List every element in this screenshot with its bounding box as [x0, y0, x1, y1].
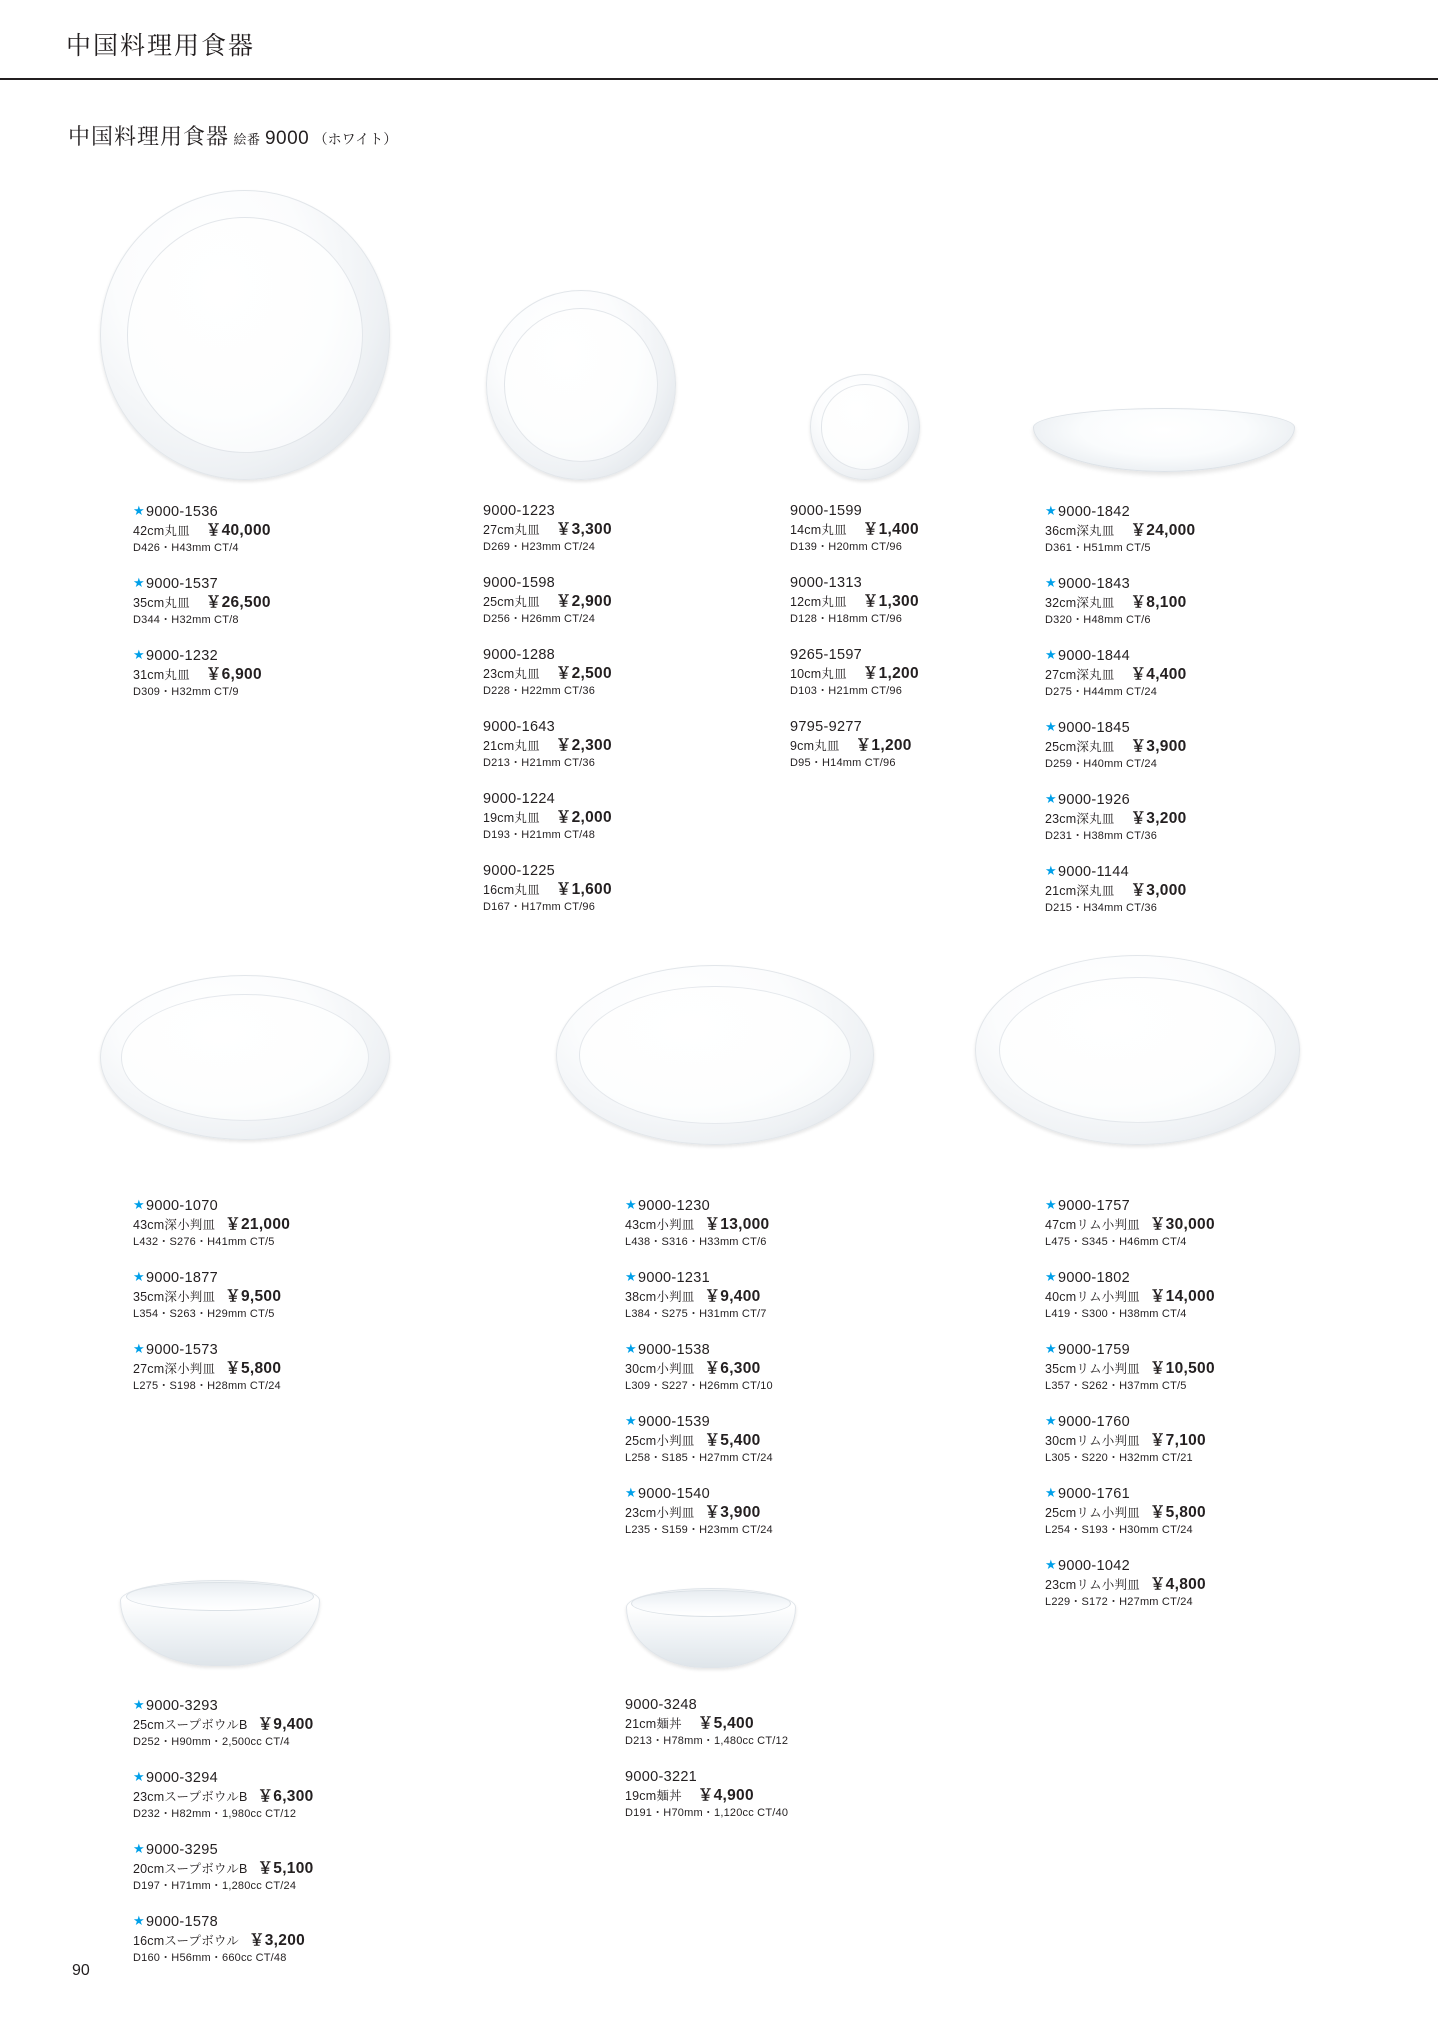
dish-image-round-small — [810, 374, 920, 480]
product-price: ￥2,300 — [555, 737, 612, 754]
product-entry[interactable] — [133, 1269, 281, 1322]
product-dimensions: L254・S193・H30mm CT/24 — [1045, 1524, 1193, 1536]
star-icon: ★ — [625, 1269, 637, 1284]
product-dimensions: L305・S220・H32mm CT/21 — [1045, 1452, 1193, 1464]
product-dimensions: L229・S172・H27mm CT/24 — [1045, 1596, 1193, 1608]
product-code: 9000-1598 — [483, 575, 556, 591]
product-price: ￥14,000 — [1149, 1288, 1215, 1305]
dish-image-soup-bowl — [120, 1580, 320, 1666]
product-code: 9000-1761 — [1057, 1486, 1131, 1502]
product-dimensions: L357・S262・H37mm CT/5 — [1045, 1380, 1187, 1392]
product-price: ￥5,400 — [697, 1715, 754, 1732]
product-dimensions: L235・S159・H23mm CT/24 — [625, 1524, 773, 1536]
product-name: 40cmリム小判皿 — [1045, 1290, 1140, 1304]
page-title: 中国料理用食器 — [66, 32, 256, 60]
product-name: 30cm小判皿 — [625, 1362, 695, 1376]
product-price: ￥5,100 — [257, 1860, 314, 1877]
product-code: 9000-1538 — [637, 1342, 711, 1358]
product-name: 21cm丸皿 — [483, 739, 540, 753]
product-entry[interactable] — [133, 1697, 314, 1750]
product-dimensions: D275・H44mm CT/24 — [1045, 686, 1158, 698]
product-dimensions: D160・H56mm・660cc CT/48 — [133, 1952, 287, 1964]
product-price: ￥2,500 — [555, 665, 612, 682]
product-entry[interactable] — [790, 575, 919, 627]
star-icon: ★ — [1045, 503, 1057, 518]
product-code: 9000-1599 — [790, 503, 863, 519]
product-price: ￥2,000 — [555, 809, 612, 826]
dish-image-round-large — [100, 190, 390, 480]
product-code: 9000-1232 — [145, 648, 219, 664]
product-dimensions: D197・H71mm・1,280cc CT/24 — [133, 1880, 297, 1892]
product-dimensions: L419・S300・H38mm CT/4 — [1045, 1308, 1187, 1320]
product-name: 35cm丸皿 — [133, 596, 190, 610]
product-name: 23cmスープボウルB — [133, 1790, 248, 1804]
product-entry[interactable] — [133, 1841, 314, 1894]
star-icon: ★ — [133, 1769, 145, 1784]
product-price: ￥8,100 — [1130, 594, 1187, 611]
product-entry[interactable] — [133, 1341, 281, 1394]
product-dimensions: D128・H18mm CT/96 — [790, 613, 903, 625]
product-name: 27cm深丸皿 — [1045, 668, 1115, 682]
product-name: 25cmスープボウルB — [133, 1718, 248, 1732]
product-code: 9000-1231 — [637, 1270, 711, 1286]
product-dimensions: D252・H90mm・2,500cc CT/4 — [133, 1736, 290, 1748]
product-dimensions: D139・H20mm CT/96 — [790, 541, 903, 553]
product-code: 9000-1223 — [483, 503, 556, 519]
product-price: ￥6,900 — [205, 666, 262, 683]
product-dimensions: D344・H32mm CT/8 — [133, 614, 239, 626]
product-price: ￥9,400 — [704, 1288, 761, 1305]
product-entry[interactable] — [1045, 1269, 1215, 1322]
product-price: ￥9,400 — [257, 1716, 314, 1733]
star-icon: ★ — [625, 1197, 637, 1212]
product-name: 9cm丸皿 — [790, 739, 840, 753]
product-code: 9000-3293 — [145, 1698, 219, 1714]
page-header — [0, 0, 1438, 78]
product-price: ￥13,000 — [704, 1216, 770, 1233]
product-dimensions: D426・H43mm CT/4 — [133, 542, 239, 554]
star-icon: ★ — [133, 1841, 145, 1856]
product-name: 43cm小判皿 — [625, 1218, 695, 1232]
product-entry[interactable] — [1045, 575, 1187, 628]
product-code: 9000-3248 — [625, 1697, 698, 1713]
product-price: ￥4,900 — [697, 1787, 754, 1804]
product-name: 23cm丸皿 — [483, 667, 540, 681]
product-name: 43cm深小判皿 — [133, 1218, 216, 1232]
product-entry[interactable] — [133, 575, 271, 628]
product-price: ￥3,200 — [1130, 810, 1187, 827]
product-price: ￥1,600 — [555, 881, 612, 898]
star-icon: ★ — [1045, 647, 1057, 662]
product-name: 32cm深丸皿 — [1045, 596, 1115, 610]
section-title-sub: 絵番 — [233, 132, 261, 147]
product-dimensions: D103・H21mm CT/96 — [790, 685, 903, 697]
product-price: ￥1,300 — [862, 593, 919, 610]
product-entry[interactable] — [1045, 719, 1187, 772]
product-entry[interactable] — [483, 863, 612, 915]
product-dimensions: D191・H70mm・1,120cc CT/40 — [625, 1807, 789, 1819]
product-entry[interactable] — [133, 1769, 314, 1822]
product-code: 9000-1643 — [483, 719, 556, 735]
product-entry[interactable] — [133, 1197, 290, 1250]
star-icon: ★ — [1045, 1341, 1057, 1356]
product-code: 9000-1042 — [1057, 1558, 1131, 1574]
product-entry[interactable] — [483, 575, 612, 627]
product-entry[interactable] — [483, 791, 612, 843]
product-entry[interactable] — [483, 503, 612, 555]
star-icon: ★ — [1045, 1485, 1057, 1500]
star-icon: ★ — [1045, 1269, 1057, 1284]
product-entry[interactable] — [1045, 863, 1187, 916]
product-dimensions: L475・S345・H46mm CT/4 — [1045, 1236, 1187, 1248]
product-price: ￥6,300 — [257, 1788, 314, 1805]
product-entry[interactable] — [133, 1913, 305, 1966]
product-entry[interactable] — [133, 503, 271, 556]
product-code: 9000-1578 — [145, 1914, 219, 1930]
product-dimensions: D167・H17mm CT/96 — [483, 901, 596, 913]
product-entry[interactable] — [625, 1413, 773, 1466]
product-price: ￥4,400 — [1130, 666, 1187, 683]
product-price: ￥5,800 — [1149, 1504, 1206, 1521]
product-name: 38cm小判皿 — [625, 1290, 695, 1304]
product-price: ￥6,300 — [704, 1360, 761, 1377]
star-icon: ★ — [1045, 1413, 1057, 1428]
product-entry[interactable] — [625, 1341, 773, 1394]
product-entry[interactable] — [1045, 1557, 1206, 1610]
product-code: 9000-1225 — [483, 863, 556, 879]
product-price: ￥3,000 — [1130, 882, 1187, 899]
product-name: 16cm丸皿 — [483, 883, 540, 897]
dish-image-round-medium — [486, 290, 676, 480]
section-title-paren: （ホワイト） — [313, 131, 398, 147]
section-title-main: 中国料理用食器 — [68, 124, 230, 149]
product-code: 9000-1757 — [1057, 1198, 1131, 1214]
product-code: 9000-1759 — [1057, 1342, 1131, 1358]
product-entry[interactable] — [1045, 1341, 1215, 1394]
product-code: 9795-9277 — [790, 719, 863, 735]
product-dimensions: D231・H38mm CT/36 — [1045, 830, 1158, 842]
product-entry[interactable] — [625, 1485, 773, 1538]
product-dimensions: D215・H34mm CT/36 — [1045, 902, 1158, 914]
product-price: ￥24,000 — [1130, 522, 1196, 539]
product-price: ￥3,200 — [248, 1932, 306, 1949]
product-dimensions: L354・S263・H29mm CT/5 — [133, 1308, 275, 1320]
dish-image-oval — [556, 965, 874, 1145]
product-name: 19cm丸皿 — [483, 811, 540, 825]
product-code: 9000-1844 — [1057, 648, 1131, 664]
product-entry[interactable] — [790, 503, 919, 555]
product-price: ￥30,000 — [1149, 1216, 1215, 1233]
product-name: 30cmリム小判皿 — [1045, 1434, 1140, 1448]
star-icon: ★ — [1045, 575, 1057, 590]
product-code: 9000-1760 — [1057, 1414, 1131, 1430]
dish-image-deep-round — [1033, 408, 1295, 472]
product-price: ￥1,400 — [862, 521, 919, 538]
product-name: 25cm深丸皿 — [1045, 740, 1115, 754]
product-price: ￥40,000 — [205, 522, 271, 539]
star-icon: ★ — [133, 1341, 145, 1356]
star-icon: ★ — [625, 1485, 637, 1500]
product-price: ￥3,300 — [555, 521, 612, 538]
product-entry[interactable] — [1045, 503, 1195, 556]
product-name: 23cm深丸皿 — [1045, 812, 1115, 826]
product-entry[interactable] — [1045, 791, 1187, 844]
product-name: 14cm丸皿 — [790, 523, 847, 537]
product-entry[interactable] — [625, 1197, 769, 1250]
product-dimensions: D193・H21mm CT/48 — [483, 829, 596, 841]
product-price: ￥9,500 — [225, 1288, 282, 1305]
product-name: 35cmリム小判皿 — [1045, 1362, 1140, 1376]
product-entry[interactable] — [133, 647, 262, 700]
product-name: 31cm丸皿 — [133, 668, 190, 682]
product-name: 27cm丸皿 — [483, 523, 540, 537]
product-price: ￥5,800 — [225, 1360, 282, 1377]
product-price: ￥2,900 — [555, 593, 612, 610]
product-dimensions: L309・S227・H26mm CT/10 — [625, 1380, 773, 1392]
section-pattern-number: 9000 — [264, 128, 310, 149]
product-dimensions: L432・S276・H41mm CT/5 — [133, 1236, 275, 1248]
product-price: ￥1,200 — [855, 737, 912, 754]
star-icon: ★ — [133, 1197, 145, 1212]
product-name: 23cmリム小判皿 — [1045, 1578, 1140, 1592]
product-price: ￥7,100 — [1149, 1432, 1206, 1449]
product-dimensions: L438・S316・H33mm CT/6 — [625, 1236, 767, 1248]
product-code: 9000-1843 — [1057, 576, 1131, 592]
star-icon: ★ — [1045, 1197, 1057, 1212]
product-name: 35cm深小判皿 — [133, 1290, 216, 1304]
product-dimensions: D256・H26mm CT/24 — [483, 613, 596, 625]
star-icon: ★ — [133, 1269, 145, 1284]
product-price: ￥1,200 — [862, 665, 919, 682]
product-code: 9000-1537 — [145, 576, 219, 592]
product-dimensions: D232・H82mm・1,980cc CT/12 — [133, 1808, 297, 1820]
star-icon: ★ — [133, 575, 145, 590]
product-code: 9000-1573 — [145, 1342, 219, 1358]
star-icon: ★ — [625, 1341, 637, 1356]
product-name: 36cm深丸皿 — [1045, 524, 1115, 538]
product-name: 42cm丸皿 — [133, 524, 190, 538]
product-name: 10cm丸皿 — [790, 667, 847, 681]
star-icon: ★ — [133, 1913, 145, 1928]
product-entry[interactable] — [790, 719, 912, 771]
product-dimensions: L275・S198・H28mm CT/24 — [133, 1380, 281, 1392]
product-name: 19cm麺丼 — [625, 1789, 682, 1803]
product-name: 25cm丸皿 — [483, 595, 540, 609]
product-entry[interactable] — [1045, 1197, 1215, 1250]
star-icon: ★ — [1045, 791, 1057, 806]
product-entry[interactable] — [483, 647, 612, 699]
product-code: 9000-1313 — [790, 575, 863, 591]
star-icon: ★ — [133, 1697, 145, 1712]
product-dimensions: D309・H32mm CT/9 — [133, 686, 239, 698]
product-code: 9000-1877 — [145, 1270, 219, 1286]
product-entry[interactable] — [625, 1697, 788, 1749]
star-icon: ★ — [1045, 719, 1057, 734]
product-code: 9000-1288 — [483, 647, 556, 663]
product-dimensions: D213・H21mm CT/36 — [483, 757, 596, 769]
star-icon: ★ — [1045, 1557, 1057, 1572]
product-entry[interactable] — [1045, 1485, 1206, 1538]
product-entry[interactable] — [1045, 1413, 1206, 1466]
product-code: 9000-1539 — [637, 1414, 711, 1430]
product-code: 9000-1842 — [1057, 504, 1131, 520]
product-entry[interactable] — [625, 1769, 788, 1821]
star-icon: ★ — [133, 647, 145, 662]
product-dimensions: D320・H48mm CT/6 — [1045, 614, 1151, 626]
product-name: 20cmスープボウルB — [133, 1862, 248, 1876]
star-icon: ★ — [1045, 863, 1057, 878]
header-divider — [0, 78, 1438, 80]
product-entry[interactable] — [483, 719, 612, 771]
product-code: 9000-3294 — [145, 1770, 219, 1786]
product-name: 21cm深丸皿 — [1045, 884, 1115, 898]
product-name: 47cmリム小判皿 — [1045, 1218, 1140, 1232]
star-icon: ★ — [625, 1413, 637, 1428]
page-number: 90 — [72, 1962, 90, 1979]
product-dimensions: L384・S275・H31mm CT/7 — [625, 1308, 767, 1320]
product-entry[interactable] — [1045, 647, 1187, 700]
product-code: 9000-1144 — [1057, 864, 1129, 880]
star-icon: ★ — [133, 503, 145, 518]
product-price: ￥4,800 — [1149, 1576, 1206, 1593]
product-code: 9000-1224 — [483, 791, 556, 807]
product-code: 9000-3295 — [145, 1842, 219, 1858]
product-name: 25cm小判皿 — [625, 1434, 695, 1448]
product-entry[interactable] — [790, 647, 919, 699]
product-price: ￥21,000 — [225, 1216, 291, 1233]
product-code: 9000-1540 — [637, 1486, 711, 1502]
product-price: ￥3,900 — [704, 1504, 761, 1521]
product-code: 9265-1597 — [790, 647, 863, 663]
dish-image-rim-oval — [975, 955, 1300, 1145]
product-code: 9000-1802 — [1057, 1270, 1131, 1286]
product-dimensions: L258・S185・H27mm CT/24 — [625, 1452, 773, 1464]
product-dimensions: D228・H22mm CT/36 — [483, 685, 596, 697]
product-name: 12cm丸皿 — [790, 595, 847, 609]
product-name: 21cm麺丼 — [625, 1717, 682, 1731]
product-dimensions: D361・H51mm CT/5 — [1045, 542, 1151, 554]
section-title — [68, 120, 397, 151]
product-dimensions: D95・H14mm CT/96 — [790, 757, 896, 769]
product-dimensions: D259・H40mm CT/24 — [1045, 758, 1158, 770]
product-name: 25cmリム小判皿 — [1045, 1506, 1140, 1520]
product-code: 9000-3221 — [625, 1769, 698, 1785]
product-code: 9000-1070 — [145, 1198, 219, 1214]
product-name: 23cm小判皿 — [625, 1506, 695, 1520]
dish-image-deep-oval — [100, 975, 390, 1140]
product-name: 16cmスープボウル — [133, 1934, 239, 1948]
product-price: ￥10,500 — [1149, 1360, 1215, 1377]
product-code: 9000-1536 — [145, 504, 219, 520]
product-dimensions: D269・H23mm CT/24 — [483, 541, 596, 553]
product-price: ￥26,500 — [205, 594, 271, 611]
product-price: ￥3,900 — [1130, 738, 1187, 755]
product-code: 9000-1230 — [637, 1198, 711, 1214]
dish-image-noodle-bowl — [626, 1588, 796, 1668]
product-entry[interactable] — [625, 1269, 767, 1322]
product-dimensions: D213・H78mm・1,480cc CT/12 — [625, 1735, 789, 1747]
product-code: 9000-1926 — [1057, 792, 1131, 808]
product-code: 9000-1845 — [1057, 720, 1131, 736]
product-price: ￥5,400 — [704, 1432, 761, 1449]
product-name: 27cm深小判皿 — [133, 1362, 216, 1376]
